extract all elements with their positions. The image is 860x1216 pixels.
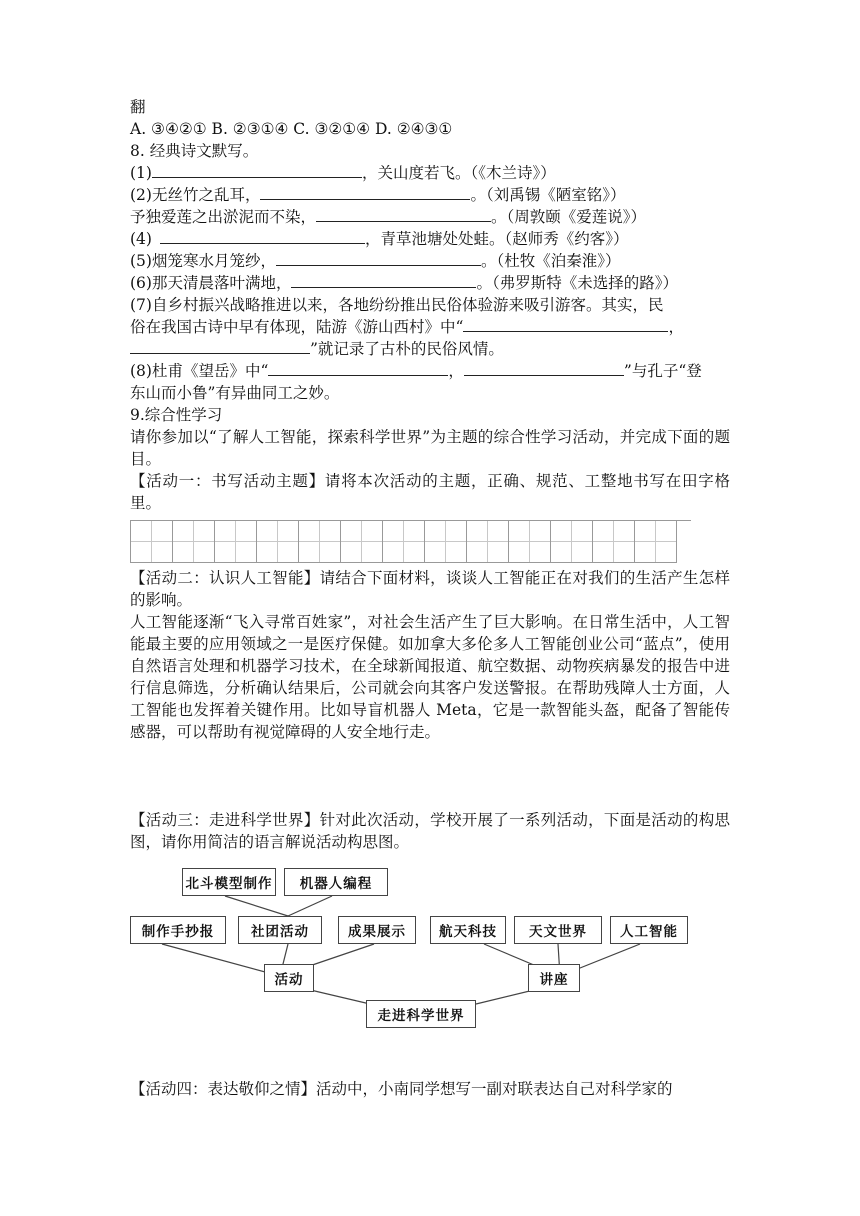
node-robot-programming: 机器人编程 — [284, 868, 388, 896]
grid-cell[interactable] — [425, 521, 467, 563]
tianzige-grid[interactable] — [130, 520, 691, 563]
answer-blank[interactable] — [160, 228, 365, 244]
node-root: 走进科学世界 — [366, 1000, 476, 1028]
q8-item-7-cont: 俗在我国古诗中早有体现，陆游《游山西村》中“ ， — [130, 318, 684, 336]
grid-cell[interactable] — [299, 521, 341, 563]
node-astronomy: 天文世界 — [514, 916, 602, 944]
question-7-options: A. ③④②① B. ②③①④ C. ③②①④ D. ②④③① — [130, 120, 453, 138]
activity-3-text: 【活动三：走进科学世界】针对此次活动，学校开展了一系列活动，下面是活动的构思图，请你用简洁的语言解说活动构思图。 — [130, 811, 730, 851]
q8-item-1: (1) ，关山度若飞。（《木兰诗》） — [130, 164, 556, 182]
node-achievement-display: 成果展示 — [338, 916, 416, 944]
grid-cell[interactable] — [173, 521, 215, 563]
answer-blank[interactable] — [316, 206, 491, 222]
node-club-activities: 社团活动 — [238, 916, 322, 944]
activity-4-text: 【活动四：表达敬仰之情】活动中，小南同学想写一副对联表达自己对科学家的 — [130, 1080, 673, 1098]
q8-item-2: (2)无丝竹之乱耳， 。（刘禹锡《陋室铭》） — [130, 186, 626, 204]
q8-item-7-end: ”就记录了古朴的民俗风情。 — [130, 338, 730, 360]
activity-2-text: 【活动二：认识人工智能】请结合下面材料，谈谈人工智能正在对我们的生活产生怎样的影响。 — [130, 569, 730, 609]
answer-blank[interactable] — [276, 250, 481, 266]
grid-cell[interactable] — [383, 521, 425, 563]
node-handwritten-poster: 制作手抄报 — [130, 916, 226, 944]
activity-1-text: 【活动一：书写活动主题】请将本次活动的主题，正确、规范、工整地书写在田字格里。 — [130, 472, 730, 512]
node-aerospace: 航天科技 — [430, 916, 506, 944]
answer-blank[interactable] — [130, 338, 310, 354]
node-beidou-model: 北斗模型制作 — [182, 868, 276, 896]
grid-cell[interactable] — [509, 521, 551, 563]
question-8-title: 8. 经典诗文默写。 — [130, 142, 259, 160]
document-page — [130, 96, 730, 853]
answer-blank[interactable] — [464, 360, 624, 376]
question-9-intro: 请你参加以“了解人工智能，探索科学世界”为主题的综合性学习活动，并完成下面的题目。 — [130, 428, 730, 468]
answer-blank[interactable] — [260, 184, 470, 200]
grid-cell[interactable] — [131, 521, 173, 563]
answer-blank[interactable] — [268, 360, 448, 376]
activity-2-material: 人工智能逐渐“飞入寻常百姓家”，对社会生活产生了巨大影响。在日常生活中，人工智能最主要的应用领域之一是医疗保健。如加拿大多伦多人工智能创业公司“蓝点”，使用自然语言处理和机器学习技术，在全球新闻报道、航空数据、动物疾病暴发的报告中进行信息筛选，分析确认结果后，公司就会向其客户发送警报。在帮助残障人士方面，人工智能也发挥着关键作用。比如导盲机器人 Meta，它是一款智能头盔，配备了智能传感器，可以帮助有视觉障碍的人安全地行走。 — [130, 613, 730, 741]
question-9-title: 9.综合性学习 — [130, 406, 223, 424]
grid-cell[interactable] — [467, 521, 509, 563]
grid-cell[interactable] — [341, 521, 383, 563]
q8-item-6: (6)那天清晨落叶满地， 。（弗罗斯特《未选择的路》） — [130, 274, 678, 292]
grid-cell[interactable] — [257, 521, 299, 563]
q8-item-8-cont: 东山而小鲁”有异曲同工之妙。 — [130, 384, 340, 402]
answer-blank[interactable] — [291, 272, 476, 288]
q8-item-5: (5)烟笼寒水月笼纱， 。（杜牧《泊秦淮》） — [130, 252, 621, 270]
node-artificial-intelligence: 人工智能 — [610, 916, 688, 944]
grid-cell[interactable] — [551, 521, 593, 563]
answer-blank[interactable] — [463, 316, 668, 332]
grid-cell[interactable] — [215, 521, 257, 563]
q8-item-7: (7)自乡村振兴战略推进以来，各地纷纷推出民俗体验游来吸引游客。其实，民 — [130, 296, 664, 314]
activity-diagram — [130, 868, 690, 1036]
node-lectures: 讲座 — [528, 964, 580, 992]
node-activities: 活动 — [264, 964, 314, 992]
q8-item-8: (8)杜甫《望岳》中“ ， ”与孔子“登 — [130, 362, 702, 380]
answer-blank[interactable] — [152, 162, 362, 178]
grid-cell[interactable] — [635, 521, 677, 563]
q8-item-4: (4) ，青草池塘处处蛙。（赵师秀《约客》） — [130, 230, 629, 248]
q8-item-3: 予独爱莲之出淤泥而不染， 。（周敦颐《爱莲说》） — [130, 208, 647, 226]
text-line: 翻 — [130, 98, 146, 116]
grid-cell[interactable] — [593, 521, 635, 563]
